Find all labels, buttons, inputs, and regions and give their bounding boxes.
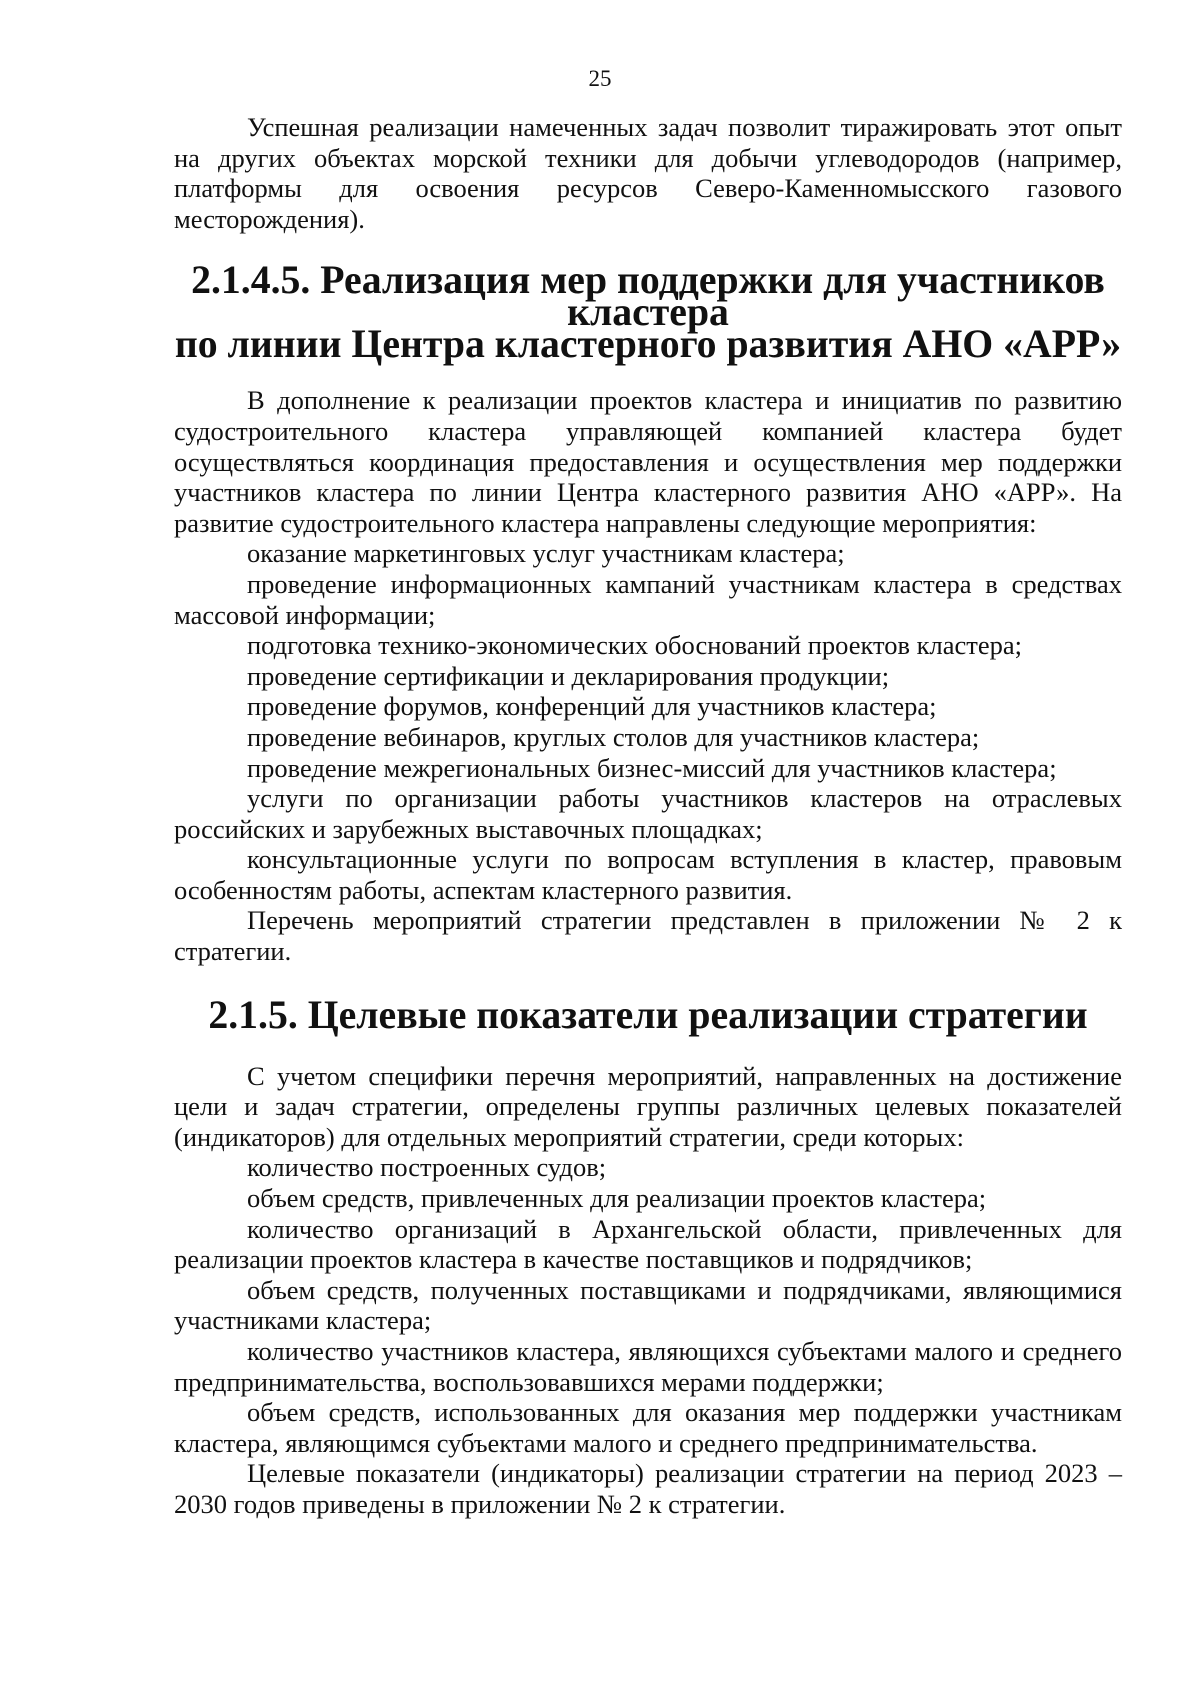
list-item: проведение форумов, конференций для участников кластера; — [247, 691, 937, 722]
list-item: подготовка технико-экономических обоснований проектов кластера; — [247, 630, 1022, 661]
paragraph-coordination: В дополнение к реализации проектов кластера и инициатив по развитию судостроительного кластера управляющей компанией кластера будет осуществляться координация предоставления и осуществления мер поддержки участников кластера по линии Центра кластерного развития АНО «АРР». На развитие судостроительного кластера направлены следующие мероприятия: — [174, 385, 1122, 538]
section-heading-line-2: по линии Центра кластерного развития АНО «АРР» — [174, 322, 1122, 367]
list-item: услуги по организации работы участников кластеров на отраслевых российских и зарубежных выставочных площадках; — [174, 783, 1122, 844]
list-item: объем средств, привлеченных для реализации проектов кластера; — [247, 1183, 987, 1214]
paragraph-indicator-groups: С учетом специфики перечня мероприятий, направленных на достижение цели и задач стратегии, определены группы различных целевых показателей (индикаторов) для отдельных мероприятий стратегии, среди которых: — [174, 1060, 1122, 1152]
list-item: проведение сертификации и декларирования продукции; — [247, 660, 890, 691]
intro-paragraph: Успешная реализации намеченных задач позволит тиражировать этот опыт на других объектах морской техники для добычи углеводородов (например, платформы для освоения ресурсов Северо-Каменномысского газового месторождения). — [174, 112, 1122, 234]
paragraph-indicators-appendix: Целевые показатели (индикаторы) реализации стратегии на период 2023 – 2030 годов приведены в приложении № 2 к стратегии. — [174, 1458, 1122, 1519]
list-item: проведение вебинаров, круглых столов для участников кластера; — [247, 721, 980, 752]
section-heading-line-1: 2.1.4.5. Реализация мер поддержки для участников кластера — [191, 258, 1105, 335]
list-item: объем средств, использованных для оказания мер поддержки участникам кластера, являющимся субъектами малого и среднего предпринимательства. — [174, 1397, 1122, 1458]
page-content — [174, 112, 1122, 1520]
paragraph-appendix-reference: Перечень мероприятий стратегии представлен в приложении № 2 к стратегии. — [174, 905, 1122, 967]
list-item: количество построенных судов; — [247, 1152, 607, 1183]
section-heading-target-indicators: 2.1.5. Целевые показатели реализации стратегии — [208, 992, 1088, 1037]
list-item: проведение межрегиональных бизнес-миссий для участников кластера; — [247, 752, 1057, 783]
section-heading-support-measures — [174, 258, 1122, 367]
list-item: консультационные услуги по вопросам вступления в кластер, правовым особенностям работы, аспектам кластерного развития. — [174, 844, 1122, 905]
page-number: 25 — [588, 66, 612, 91]
list-item: количество организаций в Архангельской области, привлеченных для реализации проектов кластера в качестве поставщиков и подрядчиков; — [174, 1213, 1122, 1275]
list-item: оказание маркетинговых услуг участникам кластера; — [247, 538, 845, 569]
list-item: проведение информационных кампаний участникам кластера в средствах массовой информации; — [174, 568, 1122, 630]
list-item: количество участников кластера, являющихся субъектами малого и среднего предпринимательства, воспользовавшихся мерами поддержки; — [174, 1336, 1122, 1397]
list-item: объем средств, полученных поставщиками и подрядчиками, являющимися участниками кластера; — [174, 1274, 1122, 1336]
